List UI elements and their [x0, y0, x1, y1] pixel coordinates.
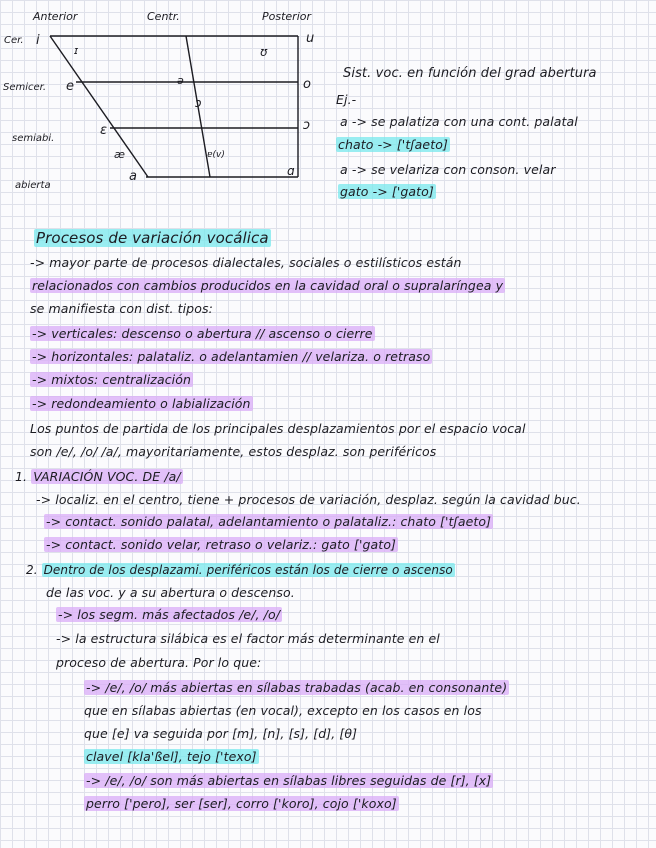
body-line: se manifiesta con dist. tipos:	[30, 301, 213, 316]
item2-line-highlight: -> los segm. más afectados /e/, /o/	[58, 607, 281, 622]
header-central: Centr.	[147, 10, 180, 23]
section-title	[34, 229, 271, 247]
item2-number: 2.	[26, 563, 38, 577]
item2-line-highlight: perro ['pero], ser [ser], corro ['koro], cojo ['koxo]	[86, 796, 397, 811]
vowel-a: a	[129, 169, 137, 184]
item1-line-highlight: -> contact. sonido velar, retraso o velariz.: gato ['gato]	[46, 537, 397, 552]
vowel-e: e	[66, 79, 74, 94]
vowel-open-mid-o: ɔ	[303, 118, 311, 133]
vowel-open-central: ɐ(v)	[207, 150, 225, 160]
item2-line-highlighted	[84, 796, 399, 812]
body-line: -> mayor parte de procesos dialectales, sociales o estilísticos están	[30, 255, 462, 270]
item2-line: que en sílabas abiertas (en vocal), excepto en los casos en los	[84, 703, 482, 718]
vowel-mid-central: ə	[177, 74, 184, 87]
height-semiclose: Semicer.	[3, 82, 47, 93]
body-line-highlighted	[30, 278, 505, 294]
side-note-chato	[336, 137, 450, 153]
vowel-near-close-back: ʊ	[260, 45, 268, 59]
vowel-u: u	[306, 31, 315, 46]
section-title-highlight: Procesos de variación vocálica	[36, 229, 269, 247]
item2-line-highlighted	[56, 607, 282, 623]
item1-heading	[15, 469, 183, 485]
side-note-gato	[338, 184, 436, 200]
body-line-highlight: -> redondeamiento o labialización	[32, 396, 251, 411]
side-note-velar: a -> se velariza con conson. velar	[340, 162, 556, 177]
body-line-highlight: -> horizontales: palataliz. o adelantamien // velariza. o retraso	[32, 349, 431, 364]
item2-line-highlighted	[84, 773, 493, 789]
side-note-palatal: a -> se palatiza con una cont. palatal	[340, 114, 578, 129]
item2-line: proceso de abertura. Por lo que:	[56, 655, 262, 670]
body-line-highlight: relacionados con cambios producidos en la cavidad oral o supralaríngea y	[32, 278, 504, 293]
item2-line-highlighted	[84, 680, 509, 696]
vowel-ae: æ	[114, 148, 125, 161]
item2-line-highlight: -> /e/, /o/ más abiertas en sílabas trabadas (acab. en consonante)	[86, 680, 508, 695]
vowel-o: o	[303, 77, 311, 92]
header-posterior: Posterior	[262, 10, 312, 23]
item2-line-highlighted	[84, 749, 259, 765]
body-line-highlighted	[30, 396, 253, 412]
header-anterior: Anterior	[33, 10, 78, 23]
height-open: abierta	[15, 180, 51, 191]
body-line: son /e/, /o/ /a/, mayoritariamente, estos desplaz. son periféricos	[30, 444, 437, 459]
body-line-highlight: -> verticales: descenso o abertura // ascenso o cierre	[32, 326, 373, 341]
trapezoid-front-edge	[50, 36, 148, 177]
item1-heading-text: VARIACIÓN VOC. DE /a/	[33, 469, 181, 484]
item2-line-highlight: clavel [kla'ßel], tejo ['texo]	[86, 749, 257, 764]
chato-highlight: chato -> ['tʃaeto]	[338, 137, 448, 152]
height-semiopen: semiabi.	[12, 133, 55, 144]
item2-line: -> la estructura silábica es el factor más determinante en el	[56, 631, 440, 646]
item1-number: 1.	[15, 469, 28, 484]
item2-heading	[26, 562, 455, 578]
vowel-open-mid-e: ɛ	[100, 123, 108, 138]
item2-line: de las voc. y a su abertura o descenso.	[46, 585, 295, 600]
vowel-mid-central-2: ɔ	[195, 96, 202, 110]
side-note-example: Ej.-	[336, 92, 357, 107]
item1-line-highlight: -> contact. sonido palatal, adelantamiento o palataliz.: chato ['tʃaeto]	[46, 514, 492, 529]
item2-line: que [e] va seguida por [m], [n], [s], [d], [θ]	[84, 726, 358, 741]
item1-line: -> localiz. en el centro, tiene + procesos de variación, desplaz. según la cavidad buc.	[36, 492, 581, 507]
body-line-highlighted	[30, 349, 432, 365]
vowel-trapezoid	[0, 0, 330, 195]
body-line-highlighted	[30, 372, 193, 388]
body-line: Los puntos de partida de los principales desplazamientos por el espacio vocal	[30, 421, 526, 436]
gato-highlight: gato -> ['gato]	[340, 184, 434, 199]
body-line-highlighted	[30, 326, 375, 342]
item1-line-highlighted	[44, 514, 493, 530]
item2-line-highlight: -> /e/, /o/ son más abiertas en sílabas libres seguidas de [r], [x]	[86, 773, 492, 788]
side-note-title: Sist. voc. en función del grad abertura	[343, 66, 597, 81]
vowel-back-a: ɑ	[287, 164, 295, 178]
height-close: Cer.	[4, 35, 24, 46]
body-line-highlight: -> mixtos: centralización	[32, 372, 192, 387]
item1-line-highlighted	[44, 537, 398, 553]
item2-heading-text: Dentro de los desplazami. periféricos están los de cierre o ascenso	[43, 563, 453, 577]
vowel-near-close-front: ɪ	[74, 44, 79, 57]
vowel-i: i	[36, 33, 40, 48]
